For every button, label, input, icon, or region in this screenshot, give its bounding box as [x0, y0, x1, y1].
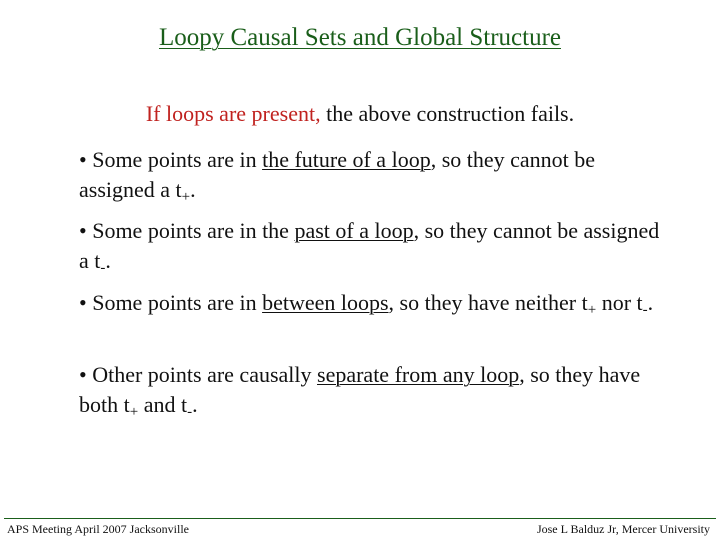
- subscript: -: [642, 302, 648, 318]
- bullet-text: .: [647, 290, 654, 315]
- bullet-text: • Some points are in the: [79, 218, 295, 243]
- bullet-separate-from-loop: [79, 360, 669, 420]
- bullet-underlined: separate from any loop: [317, 362, 520, 387]
- bullet-text: and t: [138, 392, 188, 417]
- bullet-text: , so they have neither t: [388, 290, 588, 315]
- footer-left-text: APS Meeting April 2007 Jacksonville: [7, 522, 189, 536]
- footer-right-text: Jose L Balduz Jr, Mercer University: [536, 522, 710, 536]
- bullet-text: , so they cannot be assigned a t: [79, 218, 660, 273]
- subscript: +: [129, 404, 139, 420]
- bullet-text: .: [190, 177, 196, 202]
- bullet-text: • Some points are in: [79, 147, 263, 172]
- bullet-text: .: [192, 392, 198, 417]
- slide-title: [0, 24, 720, 52]
- bullet-text: • Other points are causally: [79, 362, 318, 387]
- subscript: +: [587, 302, 597, 318]
- bullet-between-loops: [79, 288, 669, 318]
- subscript: -: [187, 404, 193, 420]
- intro-rest: the above construction fails.: [320, 101, 575, 126]
- bullet-underlined: past of a loop: [294, 218, 414, 243]
- bullet-text: , so they have both t: [79, 362, 641, 417]
- intro-line: [0, 101, 720, 127]
- bullet-text: nor t: [596, 290, 643, 315]
- bullet-underlined: between loops: [262, 290, 389, 315]
- bullet-text: • Some points are in: [79, 290, 263, 315]
- subscript: +: [181, 189, 191, 205]
- footer-divider: [4, 518, 716, 519]
- subscript: -: [100, 260, 106, 276]
- bullet-past-of-loop: [79, 216, 669, 276]
- bullet-text: , so they cannot be assigned a t: [79, 147, 596, 202]
- intro-highlight: If loops are present,: [145, 101, 321, 126]
- bullet-text: .: [105, 248, 111, 273]
- slide-title-text: Loopy Causal Sets and Global Structure: [158, 24, 561, 51]
- bullet-future-of-loop: [79, 145, 669, 205]
- bullet-underlined: the future of a loop: [262, 147, 431, 172]
